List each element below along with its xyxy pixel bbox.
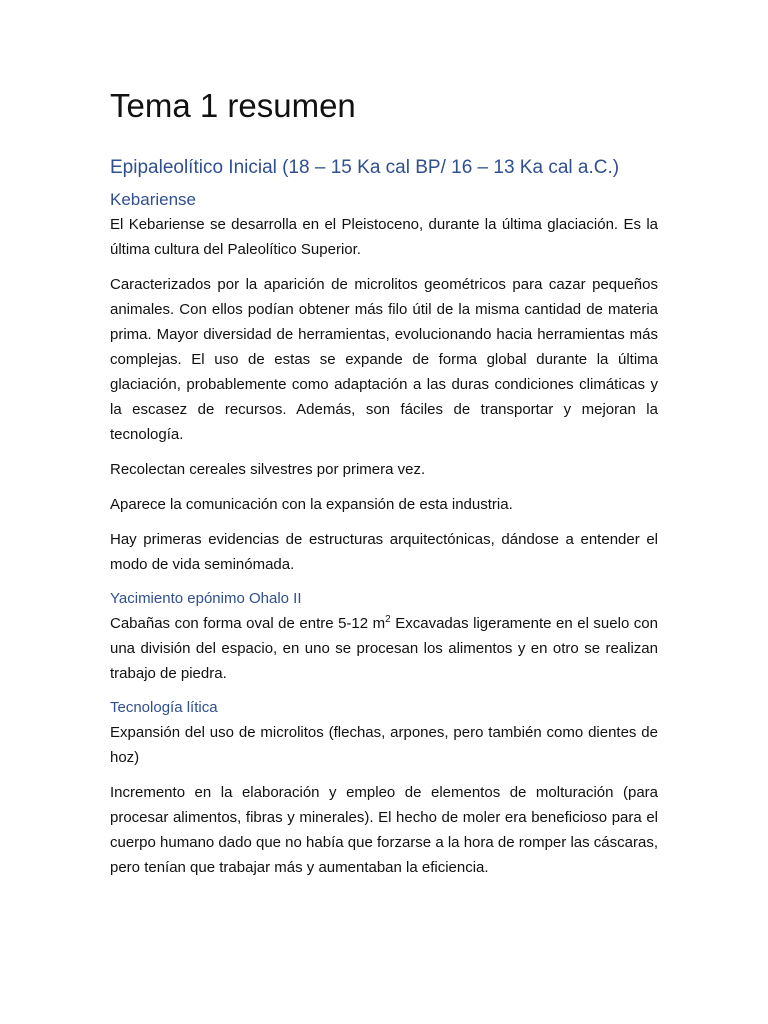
ohalo-text-after: Excavadas ligeramente en el suelo con una división del espacio, en uno se procesan los alimentos y en otro se realizan trabajo de piedra.: [110, 615, 658, 682]
document-title: Tema 1 resumen: [110, 87, 356, 124]
paragraph: Recolectan cereales silvestres por primera vez.: [110, 461, 426, 478]
litica-heading: Tecnología lítica: [110, 699, 218, 716]
ohalo-superscript: 2: [385, 614, 391, 625]
subsection-heading: Kebariense: [110, 190, 197, 209]
paragraph: Expansión del uso de microlitos (flechas, arpones, pero también como dientes de hoz): [110, 724, 658, 766]
paragraph: Hay primeras evidencias de estructuras arquitectónicas, dándose a entender el modo de vida seminómada.: [110, 531, 658, 573]
paragraph: El Kebariense se desarrolla en el Pleistoceno, durante la última glaciación. Es la última cultura del Paleolítico Superior.: [110, 216, 658, 258]
paragraph: Caracterizados por la aparición de microlitos geométricos para cazar pequeños animales. Con ellos podían obtener más filo útil de la misma cantidad de materia prima. Mayor diversidad de herramientas, evolucionando hacia herramientas más complejas. El uso de estas se expande de forma global durante la última glaciación, probablemente como adaptación a las duras condiciones climáticas y la escasez de recursos. Además, son fáciles de transportar y mejoran la tecnología.: [110, 276, 658, 443]
paragraph: Incremento en la elaboración y empleo de elementos de molturación (para procesar alimentos, fibras y minerales). El hecho de moler era beneficioso para el cuerpo humano dado que no había que forzarse a la hora de romper las cáscaras, pero tenían que trabajar más y aumentaban la eficiencia.: [110, 784, 658, 876]
section-heading: Epipaleolítico Inicial (18 – 15 Ka cal BP/ 16 – 13 Ka cal a.C.): [110, 157, 620, 178]
paragraph: Aparece la comunicación con la expansión de esta industria.: [110, 496, 513, 513]
ohalo-text-before: Cabañas con forma oval de entre 5-12 m: [110, 615, 386, 632]
ohalo-heading: Yacimiento epónimo Ohalo II: [110, 590, 302, 607]
ohalo-paragraph: [110, 611, 658, 686]
